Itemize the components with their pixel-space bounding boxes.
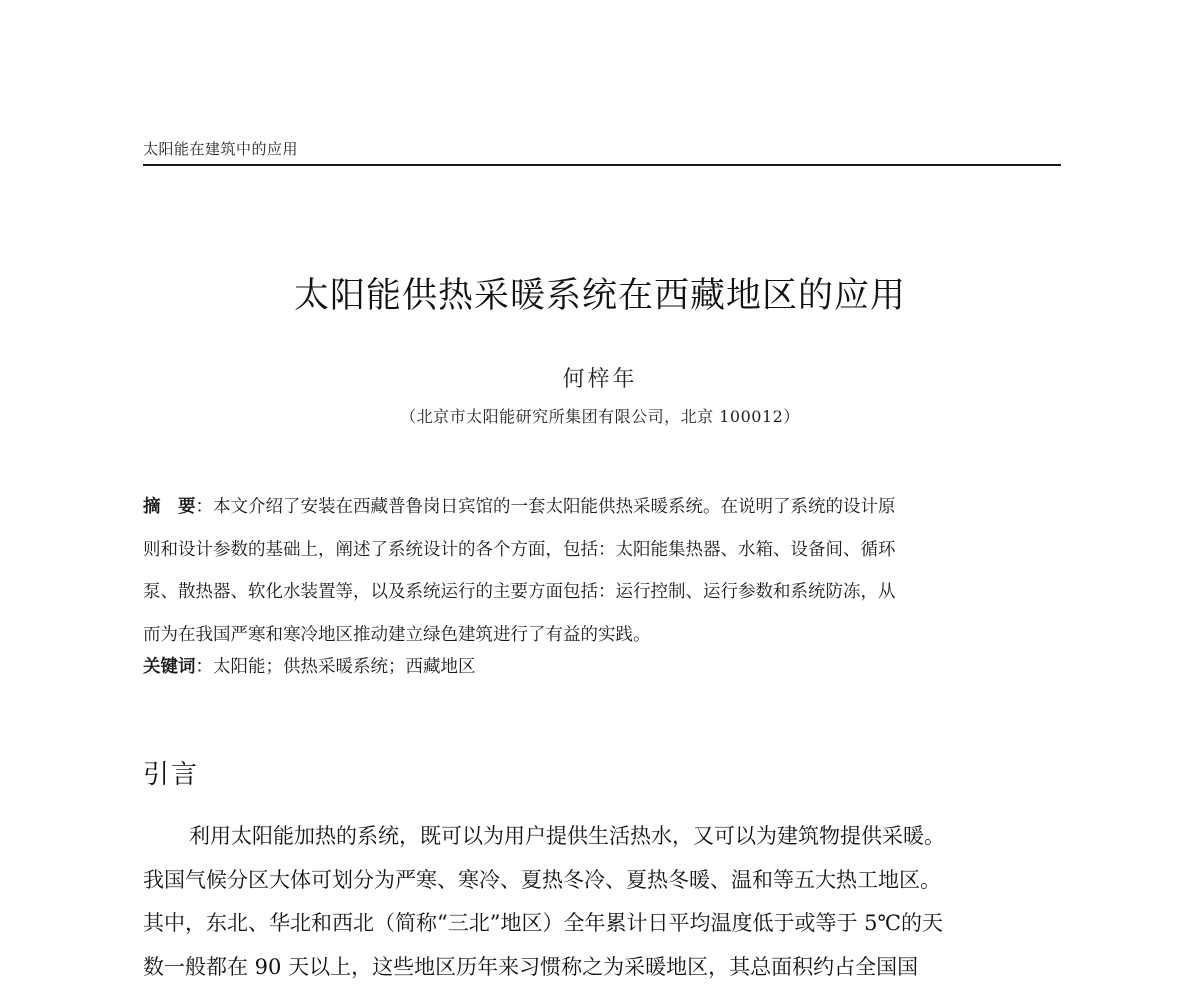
header-rule — [143, 164, 1061, 166]
abstract-line: 而为在我国严寒和寒冷地区推动建立绿色建筑进行了有益的实践。 — [143, 614, 1059, 657]
keywords-text: 太阳能；供热采暖系统；西藏地区 — [213, 657, 476, 677]
body-line: 其中，东北、华北和西北（简称“三北”地区）全年累计日平均温度低于或等于 5℃的天 — [143, 902, 1059, 946]
running-header: 太阳能在建筑中的应用 — [143, 138, 298, 159]
body-line: 我国气候分区大体可划分为严寒、寒冷、夏热冬冷、夏热冬暖、温和等五大热工地区。 — [143, 859, 1059, 903]
abstract-line-text: 本文介绍了安装在西藏普鲁岗日宾馆的一套太阳能供热采暖系统。在说明了系统的设计原 — [213, 497, 896, 517]
abstract-label: 摘 要 — [143, 497, 196, 517]
abstract-line: 则和设计参数的基础上，阐述了系统设计的各个方面，包括：太阳能集热器、水箱、设备间、循环 — [143, 529, 1059, 572]
author-affiliation: （北京市太阳能研究所集团有限公司，北京 100012） — [0, 404, 1200, 427]
abstract-line: 泵、散热器、软化水装置等，以及系统运行的主要方面包括：运行控制、运行参数和系统防冻，从 — [143, 571, 1059, 614]
abstract — [143, 486, 1059, 656]
keywords-separator: ： — [196, 657, 214, 677]
keywords — [143, 652, 1059, 682]
abstract-label-separator: ： — [196, 497, 214, 517]
body-line: 数一般都在 90 天以上，这些地区历年来习惯称之为采暖地区，其总面积约占全国国 — [143, 946, 1059, 989]
paper-title: 太阳能供热采暖系统在西藏地区的应用 — [0, 268, 1200, 318]
section-body — [143, 815, 1059, 989]
keywords-label: 关键词 — [143, 657, 196, 677]
body-line: 利用太阳能加热的系统，既可以为用户提供生活热水，又可以为建筑物提供采暖。 — [143, 815, 1059, 859]
abstract-line — [143, 486, 1059, 529]
author-name: 何梓年 — [0, 362, 1200, 393]
section-heading: 引言 — [143, 754, 199, 791]
